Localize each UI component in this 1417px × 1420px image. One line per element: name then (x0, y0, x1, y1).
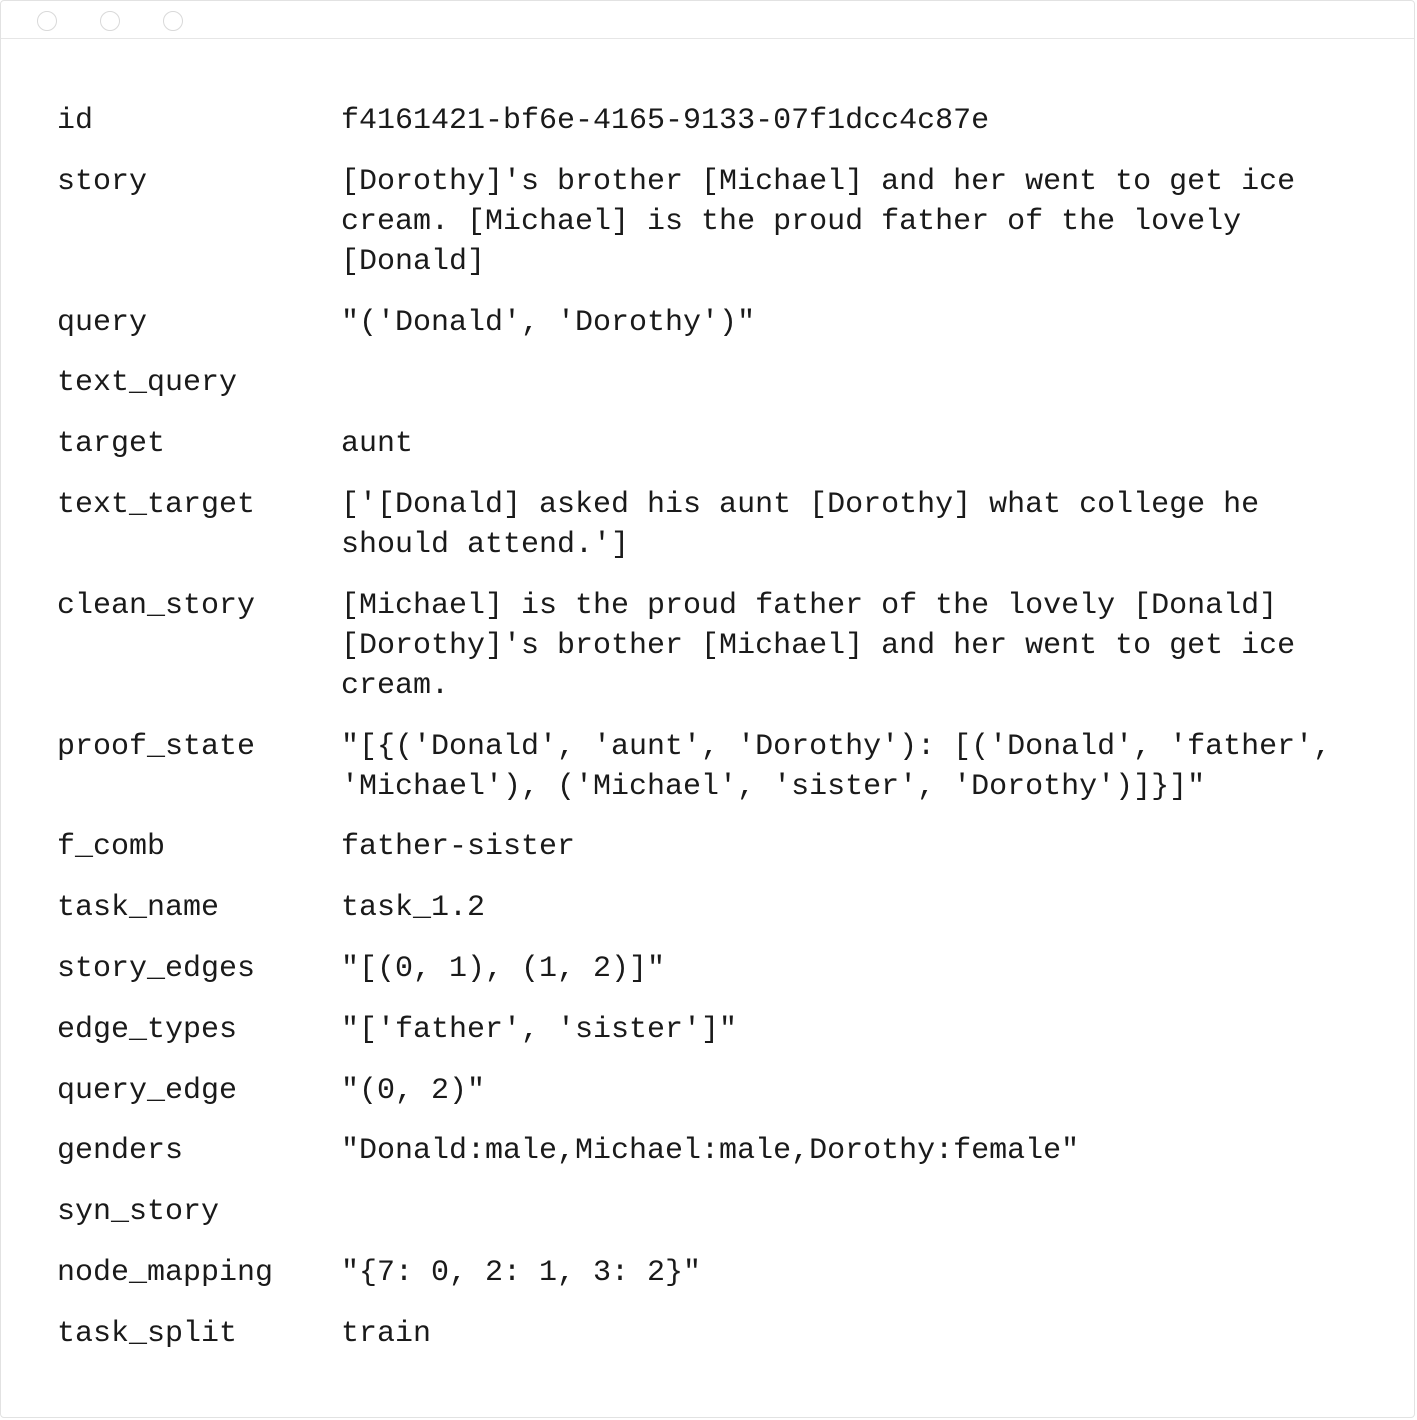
field-row-query-edge (57, 1071, 1357, 1111)
field-value: [Dorothy]'s brother [Michael] and her went to get ice cream. [Michael] is the proud father of the lovely [Donald] (341, 164, 1314, 279)
close-button[interactable] (37, 11, 57, 31)
field-key: node_mapping (57, 1255, 274, 1290)
field-value: "[{('Donald', 'aunt', 'Dorothy'): [('Donald', 'father', 'Michael'), ('Michael', 'sister', 'Dorothy')]}]" (341, 729, 1350, 804)
field-row-f-comb (57, 827, 1357, 867)
minimize-button[interactable] (100, 11, 120, 31)
field-key: story_edges (57, 951, 256, 986)
field-row-query (57, 303, 1357, 343)
field-key: text_target (57, 487, 256, 522)
title-bar (1, 1, 1414, 39)
field-value: "(0, 2)" (341, 1073, 486, 1108)
field-value: "Donald:male,Michael:male,Dorothy:female" (341, 1134, 1080, 1169)
field-value: task_1.2 (341, 891, 486, 926)
field-row-task-name (57, 888, 1357, 928)
field-value: aunt (341, 427, 414, 462)
field-value: father-sister (341, 830, 576, 865)
field-key: id (57, 104, 94, 138)
field-row-node-mapping (57, 1253, 1357, 1293)
field-row-genders (57, 1131, 1357, 1171)
field-key: text_query (57, 366, 238, 401)
field-key: task_split (57, 1316, 238, 1351)
field-value (341, 1192, 1341, 1232)
field-key: edge_types (57, 1012, 238, 1047)
field-value (341, 363, 1341, 403)
field-key: f_comb (57, 830, 166, 865)
field-key: query (57, 305, 148, 340)
field-value: "[(0, 1), (1, 2)]" (341, 951, 666, 986)
field-value: f4161421-bf6e-4165-9133-07f1dcc4c87e (341, 104, 990, 138)
field-key: genders (57, 1134, 184, 1169)
field-row-story-edges (57, 949, 1357, 989)
field-row-edge-types (57, 1010, 1357, 1050)
field-row-story (57, 162, 1357, 282)
field-key: query_edge (57, 1073, 238, 1108)
field-row-text-query (57, 363, 1357, 403)
field-key: clean_story (57, 588, 256, 623)
field-value: "['father', 'sister']" (341, 1012, 738, 1047)
field-value: ['[Donald] asked his aunt [Dorothy] what college he should attend.'] (341, 487, 1278, 562)
field-value: "('Donald', 'Dorothy')" (341, 305, 756, 340)
maximize-button[interactable] (163, 11, 183, 31)
field-row-syn-story (57, 1192, 1357, 1232)
field-row-clean-story (57, 586, 1357, 706)
field-row-task-split (57, 1314, 1357, 1354)
field-row-text-target (57, 485, 1357, 565)
field-key: task_name (57, 891, 220, 926)
field-row-target (57, 424, 1357, 464)
field-value: train (341, 1316, 432, 1351)
field-key: story (57, 164, 148, 199)
field-row-proof-state (57, 727, 1357, 807)
field-value: [Michael] is the proud father of the lovely [Donald] [Dorothy]'s brother [Michael] and her went to get ice cream. (341, 588, 1314, 703)
field-row-id (57, 101, 1357, 141)
field-key: target (57, 427, 166, 462)
field-value: "{7: 0, 2: 1, 3: 2}" (341, 1255, 702, 1290)
field-key: syn_story (57, 1195, 220, 1230)
field-key: proof_state (57, 729, 256, 764)
record-view (57, 101, 1357, 1375)
